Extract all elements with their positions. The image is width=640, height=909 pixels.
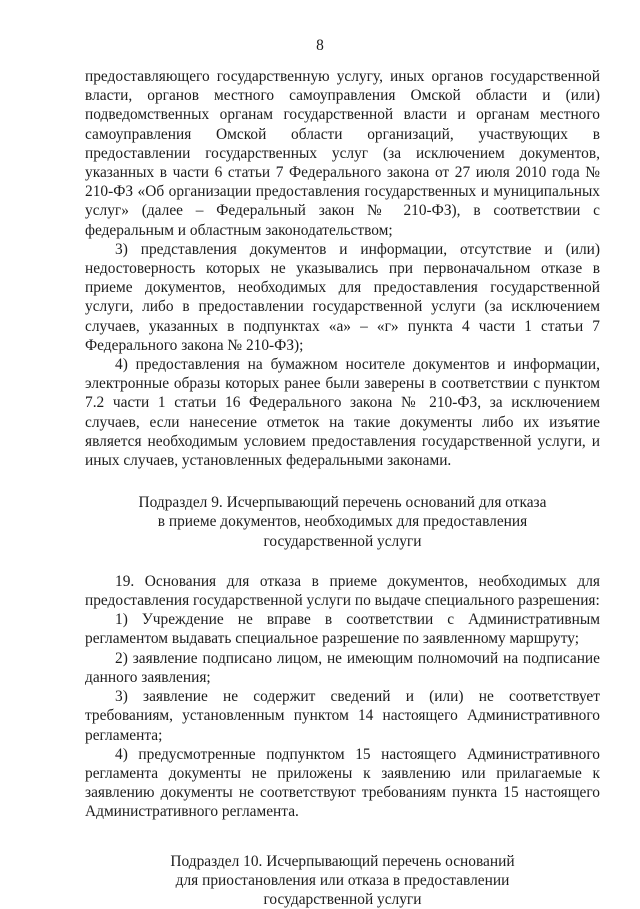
subsection-10-heading <box>85 852 600 909</box>
subsection-9-heading <box>85 493 600 551</box>
subsection-10-heading-line: для приостановления или отказа в предоставлении <box>175 871 510 889</box>
subsection-9-heading-line: Подраздел 9. Исчерпывающий перечень оснований для отказа <box>138 494 547 512</box>
paragraph-19-item-3: 3) заявление не содержит сведений и (или) не соответствует требованиям, установленным пунктом 14 настоящего Административного регламента; <box>85 688 600 744</box>
paragraph-item-4: 4) предоставления на бумажном носителе документов и информации, электронные образы которых ранее были заверены в соответствии с пунктом 7.2 части 1 статьи 16 Федерального закона № 210-ФЗ, за исключением случаев, если нанесение отметок на такие документы либо их изъятие является необходимым условием предоставления государственной услуги, и иных случаев, установленных федеральными законами. <box>85 356 600 470</box>
paragraph-item-3: 3) представления документов и информации, отсутствие и (или) недостоверность которых не указывались при первоначальном отказе в приеме документов, необходимых для предоставления государственной услуги, либо в предоставлении государственной услуги (за исключением случаев, указанных в подпунктах «а» – «г» пункта 4 части 1 статьи 7 Федерального закона № 210-ФЗ); <box>85 240 600 354</box>
paragraph-19-item-1: 1) Учреждение не вправе в соответствии с Административным регламентом выдавать специальное разрешение по заявленному маршруту; <box>85 611 600 648</box>
subsection-9-heading-line: государственной услуги <box>263 532 422 550</box>
paragraph-19-item-4: 4) предусмотренные подпунктом 15 настоящего Административного регламента документы не приложены к заявлению или прилагаемые к заявлению документы не соответствуют требованиям пункта 15 настоящего Административного регламента. <box>85 745 600 821</box>
page-number: 8 <box>316 37 324 54</box>
document-body <box>85 67 600 909</box>
paragraph-continuation: предоставляющего государственную услугу, иных органов государственной власти, органов местного самоуправления Омской области и (или) подведомственных органам государственной власти и органам местного самоуправления Омской области организаций, участвующих в предоставлении государственных услуг (за исключением документов, указанных в части 6 статьи 7 Федерального закона от 27 июля 2010 года № 210-ФЗ «Об организации предоставления государственных и муниципальных услуг» (далее – Федеральный закон № 210-ФЗ), в соответствии с федеральным и областным законодательством; <box>85 68 600 239</box>
subsection-10-heading-line: государственной услуги <box>263 890 422 908</box>
paragraph-19-item-2: 2) заявление подписано лицом, не имеющим полномочий на подписание данного заявления; <box>85 649 600 686</box>
paragraph-19: 19. Основания для отказа в приеме документов, необходимых для предоставления государственной услуги по выдаче специального разрешения: <box>85 572 600 610</box>
subsection-10-heading-line: Подраздел 10. Исчерпывающий перечень оснований <box>170 852 515 870</box>
subsection-9-heading-line: в приеме документов, необходимых для предоставления <box>157 513 528 531</box>
